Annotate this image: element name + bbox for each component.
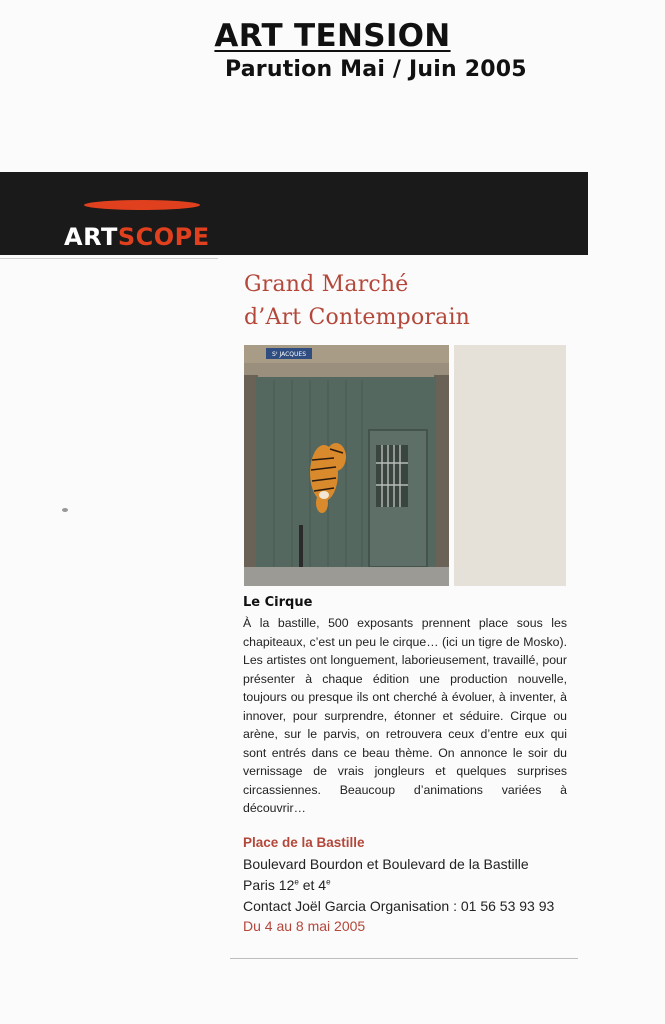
artscope-logo-swoosh: [84, 200, 200, 210]
street-sign-text: Sᵗ JACQUES: [271, 351, 307, 358]
tiger-door-photo: [244, 345, 449, 586]
footer-divider: [230, 958, 578, 959]
banner-divider: [0, 258, 218, 259]
venue-city: Paris 12e et 4e: [243, 877, 331, 893]
adjacent-column-bleed: [454, 345, 566, 586]
scan-speck: [62, 508, 68, 512]
article-title: Grand Marché d’Art Contemporain: [244, 272, 471, 330]
clipping-title: ART TENSION: [214, 18, 451, 54]
publication-date: Parution Mai / Juin 2005: [225, 57, 527, 82]
venue-name: Place de la Bastille: [243, 835, 365, 850]
article-body: À la bastille, 500 exposants prennent place sous les chapiteaux, c’est un peu le cirque… (ici un tigre de Mosko). Les artistes ont longuement, laborieusement, travaillé, pour présenter à chaque édition une production nouvelle, toujours ou presque ils ont cherché à évoluer, à inventer, à innover, pour surprendre, étonner et séduire. Cirque ou arène, sur le parvis, on retrouvera ceux d’entre eux qui sont entrés dans ce beau thème. On annonce le soir du vernissage de vrais jongleurs et quelques surprises circassiennes. Beaucoup d’animations variées à découvrir…: [243, 616, 567, 815]
contact-info: Contact Joël Garcia Organisation : 01 56 53 93 93: [243, 898, 555, 914]
venue-address: Boulevard Bourdon et Boulevard de la Bastille: [243, 856, 529, 872]
artscope-logo: ARTSCOPE: [64, 223, 210, 251]
event-dates: Du 4 au 8 mai 2005: [243, 918, 366, 934]
section-title: Le Cirque: [243, 595, 313, 610]
